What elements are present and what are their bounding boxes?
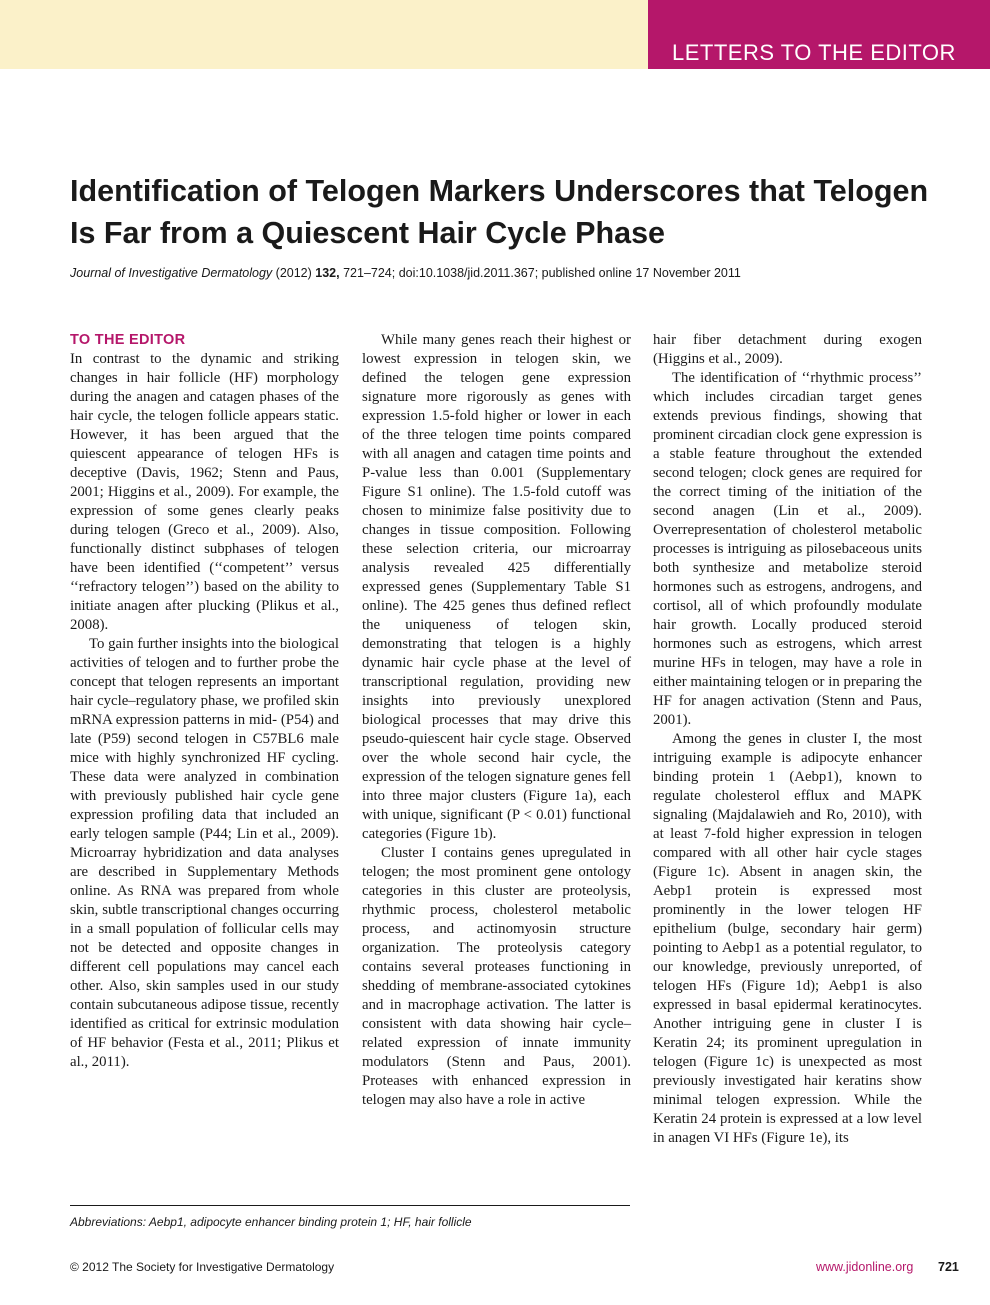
body-column-3	[653, 331, 922, 1148]
header-band	[0, 0, 648, 69]
body-column-2	[362, 331, 631, 1110]
footnote-divider	[70, 1205, 630, 1206]
paragraph: In contrast to the dynamic and striking changes in hair follicle (HF) morphology during the anagen and catagen phases of the hair cycle, the telogen follicle appears static. However, it has been argued that the quiescent appearance of telogen HFs is deceptive (Davis, 1962; Stenn and Paus, 2001; Higgins et al., 2009). For example, the expression of some genes clearly peaks during telogen (Greco et al., 2009). Also, functionally distinct subphases of telogen have been identified (‘‘competent’’ versus ‘‘refractory telogen’’) based on the ability to initiate anagen after plucking (Plikus et al., 2008).	[70, 351, 339, 633]
section-label: LETTERS TO THE EDITOR	[672, 40, 956, 65]
paragraph: To gain further insights into the biological activities of telogen and to further probe the concept that telogen represents an important hair cycle–regulatory phase, we profiled skin mRNA expression patterns in mid- (P54) and late (P59) second telogen in C57BL6 male mice with highly synchronized HF cycling. These data were analyzed in combination with previously published hair cycle gene expression profiling data that included an early telogen sample (P44; Lin et al., 2009). Microarray hybridization and data analyses are described in Supplementary Methods online. As RNA was prepared from whole skin, subtle transcriptional changes occurring in a small population of follicular cells may not be detected and opposite changes in different cell populations may cancel each other. Also, skin samples used in our study contain subcutaneous adipose tissue, recently identified as critical for extrinsic modulation of HF behavior (Festa et al., 2011; Plikus et al., 2011).	[70, 636, 339, 1070]
paragraph: Cluster I contains genes upregulated in telogen; the most prominent gene ontology categories in this cluster are proteolysis, rhythmic process, cholesterol metabolic process, and actinomyosin structure organization. The proteolysis category contains several proteases functioning in shedding of membrane-associated cytokines and in macrophage activation. The latter is consistent with data showing hair cycle–related expression of innate immunity modulators (Stenn and Paus, 2001). Proteases with enhanced expression in telogen may also have a role in active	[362, 845, 631, 1108]
paragraph: The identification of ‘‘rhythmic process’’ which includes circadian target genes extends previous findings, showing that prominent circadian clock gene expression is a stable feature throughout the extended second telogen; clock genes are required for the correct timing of the initiation of the second anagen (Lin et al., 2009). Overrepresentation of cholesterol metabolic processes is intriguing as pilosebaceous units both synthesize and metabolize steroid hormones such as estrogens, androgens, and cortisol, all of which profoundly modulate hair growth. Locally produced steroid hormones such as estrogens, which arrest murine HFs in telogen, may have a role in either maintaining telogen or in preparing the HF for anagen activation (Stenn and Paus, 2001).	[653, 370, 922, 728]
paragraph: While many genes reach their highest or lowest expression in telogen skin, we defined the telogen gene expression signature more rigorously as genes with expression 1.5-fold higher or lower in each of the three telogen time points compared with all anagen and catagen time points and P-value less than 0.001 (Supplementary Figure S1 online). The 1.5-fold cutoff was chosen to minimize false positivity due to changes in tissue composition. Following these selection criteria, our microarray analysis revealed 425 differentially expressed genes (Supplementary Table S1 online). The 425 genes thus defined reflect the uniqueness of telogen skin, demonstrating that telogen is a highly dynamic hair cycle phase at the level of transcriptional regulation, providing new insights into previously unexplored biological processes that may drive this pseudo-quiescent hair cycle stage. Observed over the whole second hair cycle, the expression of the telogen signature genes fell into three major clusters (Figure 1a), each with unique, significant (P < 0.01) functional categories (Figure 1b).	[362, 332, 631, 842]
citation-year: (2012)	[272, 266, 316, 280]
paragraph: hair fiber detachment during exogen (Higgins et al., 2009).	[653, 332, 922, 367]
copyright-notice: © 2012 The Society for Investigative Dermatology	[70, 1260, 335, 1274]
citation-line	[70, 264, 930, 282]
body-column-1	[70, 331, 339, 1072]
abbreviations-note: Abbreviations: Aebp1, adipocyte enhancer binding protein 1; HF, hair follicle	[70, 1215, 472, 1229]
page-number: 721	[938, 1260, 959, 1274]
section-banner	[648, 0, 990, 69]
journal-url-link[interactable]: www.jidonline.org	[816, 1260, 914, 1274]
citation-volume: 132,	[315, 266, 340, 280]
journal-name: Journal of Investigative Dermatology	[70, 266, 273, 280]
section-subhead: TO THE EDITOR	[70, 332, 186, 348]
citation-details: 721–724; doi:10.1038/jid.2011.367; published online 17 November 2011	[339, 266, 741, 280]
paragraph: Among the genes in cluster I, the most intriguing example is adipocyte enhancer binding protein 1 (Aebp1), known to regulate cholesterol efflux and MAPK signaling (Majdalawieh and Ro, 2010), with at least 7-fold higher expression in telogen compared with all other hair cycle stages (Figure 1c). Absent in anagen skin, the Aebp1 protein is expressed most prominently in the lower telogen HF epithelium (bulge, secondary hair germ) pointing to Aebp1 as a potential regulator, to our knowledge, previously unreported, of telogen HFs (Figure 1d); Aebp1 is also expressed in basal epidermal keratinocytes. Another intriguing gene in cluster I is Keratin 24; its prominent upregulation in telogen (Figure 1c) is unexpected as most previously investigated hair keratins show minimal telogen expression. While the Keratin 24 protein is expressed at a low level in anagen VI HFs (Figure 1e), its	[653, 731, 922, 1146]
article-title: Identification of Telogen Markers Underscores that Telogen Is Far from a Quiescent Hair Cycle Phase	[70, 174, 929, 250]
